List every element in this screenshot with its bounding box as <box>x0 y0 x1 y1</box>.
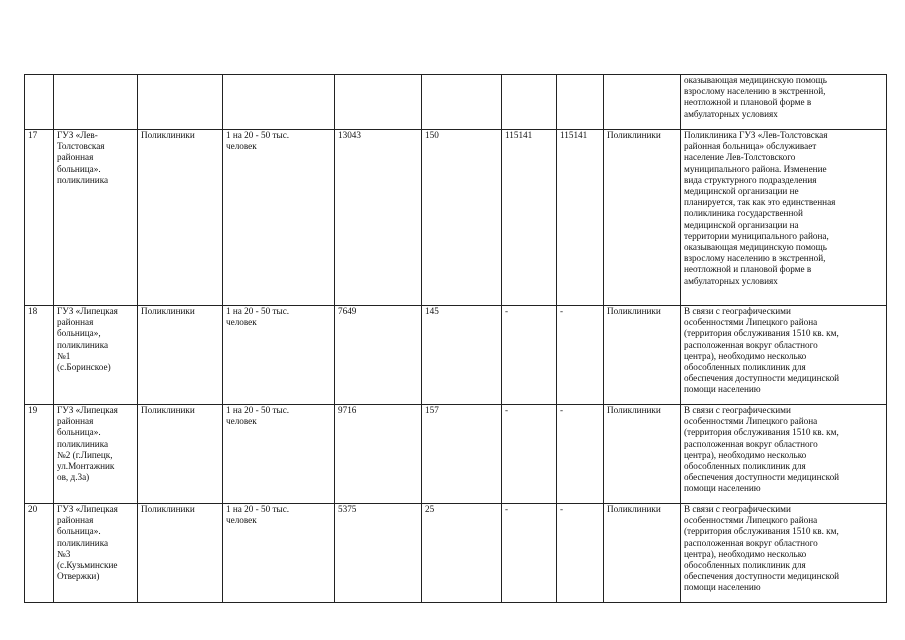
capacity: 25 <box>422 504 502 603</box>
capacity: 145 <box>422 306 502 405</box>
row-number: 17 <box>25 130 54 306</box>
organization-name: ГУЗ «Липецкая районная больница», поликлиника №1 (с.Боринское) <box>54 306 138 405</box>
capacity: 150 <box>422 130 502 306</box>
value-2: - <box>557 405 604 504</box>
row-number: 20 <box>25 504 54 603</box>
value-1: - <box>502 306 557 405</box>
facility-kind: Поликлиники <box>604 130 681 306</box>
table-row <box>25 306 887 405</box>
norm: 1 на 20 - 50 тыс. человек <box>223 504 335 603</box>
population: 9716 <box>335 405 422 504</box>
facility-type: Поликлиники <box>138 306 223 405</box>
value-2 <box>557 75 604 130</box>
population: 7649 <box>335 306 422 405</box>
row-number: 18 <box>25 306 54 405</box>
table-row <box>25 504 887 603</box>
facility-type: Поликлиники <box>138 504 223 603</box>
value-2: - <box>557 504 604 603</box>
organization-name: ГУЗ «Липецкая районная больница». поликлиника №3 (с.Кузьминские Отвержки) <box>54 504 138 603</box>
population: 13043 <box>335 130 422 306</box>
value-2: 115141 <box>557 130 604 306</box>
value-1: - <box>502 504 557 603</box>
norm: 1 на 20 - 50 тыс. человек <box>223 130 335 306</box>
organization-name <box>54 75 138 130</box>
row-number: 19 <box>25 405 54 504</box>
capacity <box>422 75 502 130</box>
facility-kind: Поликлиники <box>604 405 681 504</box>
facility-kind: Поликлиники <box>604 504 681 603</box>
facility-type <box>138 75 223 130</box>
table-row <box>25 405 887 504</box>
table-row <box>25 130 887 306</box>
value-2: - <box>557 306 604 405</box>
norm: 1 на 20 - 50 тыс. человек <box>223 405 335 504</box>
value-1 <box>502 75 557 130</box>
capacity: 157 <box>422 405 502 504</box>
description: Поликлиника ГУЗ «Лев-Толстовская районная больница» обслуживает население Лев-Толстовского муниципального района. Изменение вида структурного подразделения медицинской организации не планируется, так как это единственная поликлиника государственной медицинской организации на территории муниципального района, оказывающая медицинскую помощь взрослому населению в экстренной, неотложной и плановой форме в амбулаторных условиях <box>681 130 887 306</box>
facility-kind <box>604 75 681 130</box>
facility-type: Поликлиники <box>138 130 223 306</box>
table-row <box>25 75 887 130</box>
facility-kind: Поликлиники <box>604 306 681 405</box>
organization-name: ГУЗ «Лев- Толстовская районная больница». поликлиника <box>54 130 138 306</box>
value-1: 115141 <box>502 130 557 306</box>
polyclinic-table <box>24 74 887 603</box>
organization-name: ГУЗ «Липецкая районная больница». поликлиника №2 (г.Липецк, ул.Монтажник ов, д.3а) <box>54 405 138 504</box>
description: оказывающая медицинскую помощь взрослому населению в экстренной, неотложной и плановой форме в амбулаторных условиях <box>681 75 887 130</box>
description: В связи с географическими особенностями Липецкого района (территория обслуживания 1510 кв. км, расположенная вокруг областного центра), необходимо несколько обособленных поликлиник для обеспечения доступности медицинской помощи населению <box>681 504 887 603</box>
norm: 1 на 20 - 50 тыс. человек <box>223 306 335 405</box>
norm <box>223 75 335 130</box>
facility-type: Поликлиники <box>138 405 223 504</box>
population <box>335 75 422 130</box>
population: 5375 <box>335 504 422 603</box>
value-1: - <box>502 405 557 504</box>
description: В связи с географическими особенностями Липецкого района (территория обслуживания 1510 кв. км, расположенная вокруг областного центра), необходимо несколько обособленных поликлиник для обеспечения доступности медицинской помощи населению <box>681 306 887 405</box>
row-number <box>25 75 54 130</box>
description: В связи с географическими особенностями Липецкого района (территория обслуживания 1510 кв. км, расположенная вокруг областного центра), необходимо несколько обособленных поликлиник для обеспечения доступности медицинской помощи населению <box>681 405 887 504</box>
